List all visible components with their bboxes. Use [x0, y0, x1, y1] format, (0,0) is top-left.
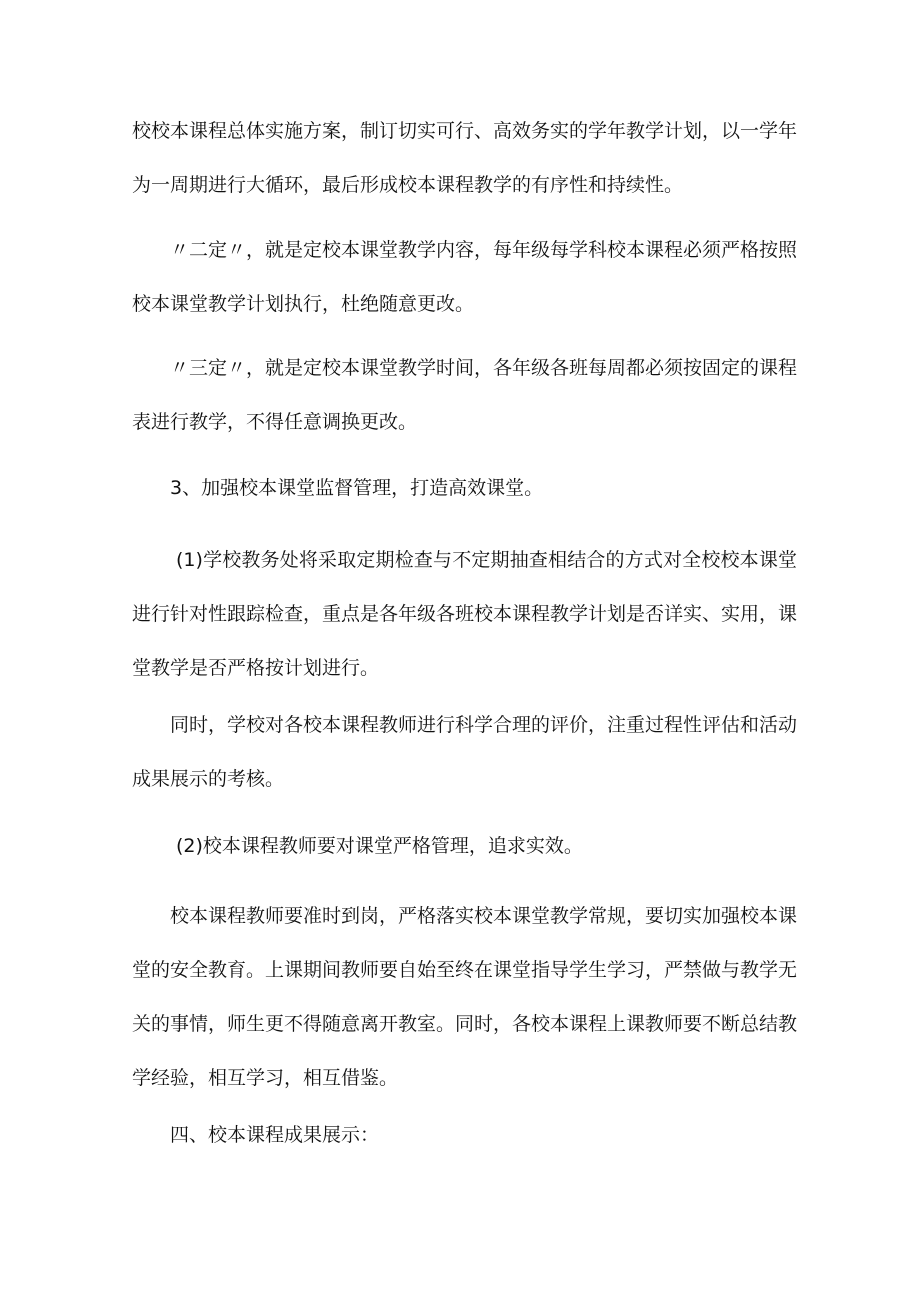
paragraph-heading-supervision: 3、加强校本课堂监督管理，打造高效课堂。 — [170, 477, 544, 499]
paragraph-third-fixed: 〃三定〃，就是定校本课堂教学时间，各年级各班每周都必须按固定的课程表进行教学，不得任意调换更改。 — [132, 357, 798, 433]
paragraph-evaluation: 同时，学校对各校本课程教师进行科学合理的评价，注重过程性评估和活动成果展示的考核。 — [132, 714, 798, 790]
paragraph-inspection: (1)学校教务处将采取定期检查与不定期抽查相结合的方式对全校校本课堂进行针对性跟踪检查，重点是各年级各班校本课程教学计划是否详实、实用，课堂教学是否严格按计划进行。 — [132, 549, 798, 679]
paragraph-heading-results: 四、校本课程成果展示： — [170, 1124, 380, 1146]
paragraph-second-fixed: 〃二定〃，就是定校本课堂教学内容，每年级每学科校本课程必须严格按照校本课堂教学计划执行，杜绝随意更改。 — [132, 239, 798, 315]
paragraph-classroom-management: (2)校本课程教师要对课堂严格管理，追求实效。 — [176, 835, 583, 857]
paragraph-teacher-duties: 校本课程教师要准时到岗，严格落实校本课堂教学常规，要切实加强校本课堂的安全教育。上课期间教师要自始至终在课堂指导学生学习，严禁做与教学无关的事情，师生更不得随意离开教室。同时，各校本课程上课教师要不断总结教学经验，相互学习，相互借鉴。 — [132, 905, 798, 1089]
paragraph-implementation-plan: 校校本课程总体实施方案，制订切实可行、高效务实的学年教学计划，以一学年为一周期进行大循环，最后形成校本课程教学的有序性和持续性。 — [132, 120, 798, 196]
